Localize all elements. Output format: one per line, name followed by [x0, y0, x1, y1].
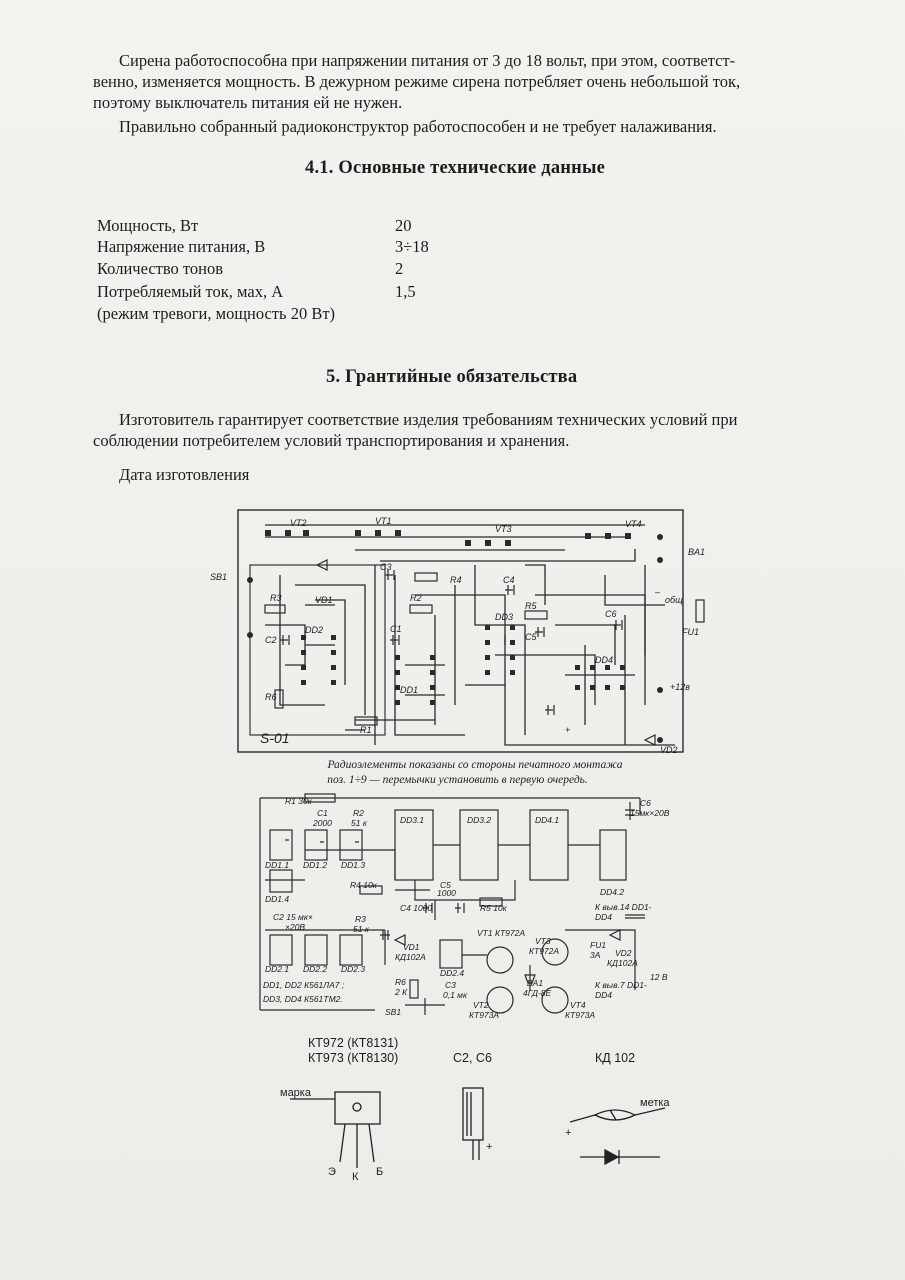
sch-label-c1v: 2000	[313, 818, 332, 828]
sch-label-v12: 12 В	[650, 972, 668, 982]
sch-label-dd13: DD1.3	[341, 860, 366, 870]
sch-label-vd1: VD1	[403, 942, 420, 952]
pin-e-label: Э	[328, 1166, 336, 1178]
sch-label-vt3: VT3	[535, 936, 551, 946]
pcb-label-r1: R1	[360, 725, 372, 735]
sch-label-kpin7b: DD4	[595, 990, 613, 1000]
pcb-label-c4: C4	[503, 575, 515, 585]
sch-label-vt3v: КТ972А	[529, 946, 560, 956]
pcb-label-plus12: +12в	[670, 682, 690, 692]
spec-label-power: Мощность, Вт	[97, 216, 199, 235]
pcb-label-obsh: общ	[665, 595, 683, 605]
pcb-label-dd1: DD1	[400, 685, 419, 695]
intro-line-4: Правильно собранный радиоконструктор работоспособен и не требует налаживания.	[119, 117, 717, 136]
sch-legend-2: DD3, DD4 К561ТМ2.	[263, 994, 343, 1004]
pcb-label-vt4: VT4	[625, 519, 642, 529]
transistor-mount-hole	[353, 1103, 361, 1111]
spec-value-voltage: 3÷18	[395, 237, 429, 256]
sch-label-r6v: 2 К	[395, 987, 408, 997]
circuit-schematic	[245, 790, 690, 1030]
diode-title: КД 102	[595, 1051, 636, 1065]
pcb-label-dd4: DD4	[595, 655, 614, 665]
capacitor-body	[463, 1088, 483, 1140]
sch-label-vt2: VT2	[473, 1000, 489, 1010]
sch-label-sb1: SB1	[385, 1007, 402, 1017]
pcb-label-c3: C3	[380, 562, 392, 572]
pcb-label-dd3: DD3	[495, 612, 514, 622]
sch-label-r3: R3	[355, 914, 366, 924]
pcb-label-sb1: SB1	[210, 572, 228, 582]
transistor-title-1: КТ972 (КТ8131)	[308, 1036, 399, 1050]
package-drawings	[270, 1080, 690, 1180]
sch-label-dd12: DD1.2	[303, 860, 328, 870]
metka-label: метка	[640, 1097, 670, 1109]
sch-label-c6v: 15мк×20В	[630, 808, 670, 818]
pcb-label-c2: C2	[265, 635, 277, 645]
sch-label-kpin14b: DD4	[595, 912, 613, 922]
marka-label: марка	[280, 1087, 311, 1099]
pcb-label-r3: R3	[270, 593, 282, 603]
pcb-label-r5: R5	[525, 601, 537, 611]
sch-label-r2v: 51 к	[351, 818, 367, 828]
sch-label-ba1v: 4ГД-8Е	[523, 988, 552, 998]
capacitor-plus-label: +	[486, 1141, 493, 1153]
sch-label-vt4: VT4	[570, 1000, 586, 1010]
sch-label-c2: C2 15 мк×	[273, 912, 313, 922]
spec-value-power: 20	[395, 216, 412, 235]
pcb-label-minus: –	[655, 587, 661, 597]
pcb-label-c5: C5	[525, 632, 537, 642]
spec-value-tones: 2	[395, 259, 404, 278]
warranty-line-2: соблюдении потребителем условий транспортирования и хранения.	[93, 431, 570, 450]
pcb-label-r4: R4	[450, 575, 462, 585]
sch-label-dd42: DD4.2	[600, 887, 625, 897]
sch-label-c3: C3	[445, 980, 456, 990]
sch-label-dd21: DD2.1	[265, 964, 290, 974]
pcb-caption-2: поз. 1÷9 — перемычки установить в первую очередь.	[327, 774, 588, 786]
capacitor-title: C2, C6	[453, 1051, 492, 1065]
sch-label-c5v: 1000	[437, 888, 456, 898]
pcb-label-vt3: VT3	[495, 524, 512, 534]
sch-label-kpin14: К выв.14 DD1-	[595, 902, 652, 912]
sch-legend-1: DD1, DD2 К561ЛА7 ;	[263, 980, 345, 990]
pcb-label-c6: C6	[605, 609, 617, 619]
pcb-label-fu1: FU1	[682, 627, 700, 637]
spec-label-current: Потребляемый ток, мах, А	[97, 282, 284, 301]
specs-heading: 4.1. Основные технические данные	[305, 158, 606, 178]
pin-b-label: Б	[376, 1166, 384, 1178]
sch-label-vt4v: КТ973А	[565, 1010, 596, 1020]
sch-label-dd24: DD2.4	[440, 968, 465, 978]
spec-label-tones: Количество тонов	[97, 259, 224, 278]
date-label: Дата изготовления	[119, 465, 250, 484]
spec-value-current: 1,5	[395, 282, 416, 301]
sch-label-fu1v: 3А	[590, 950, 601, 960]
warranty-line-1: Изготовитель гарантирует соответствие изделия требованиям технических условий при	[119, 410, 738, 429]
intro-line-1: Сирена работоспособна при напряжении питания от 3 до 18 вольт, при этом, соответст-	[119, 51, 736, 70]
pcb-board-label: S-01	[260, 730, 290, 746]
pcb-label-vd1: VD1	[315, 595, 333, 605]
sch-label-ba1: BA1	[527, 978, 544, 988]
sch-label-vd2v: КД102А	[607, 958, 638, 968]
sch-label-r1: R1 30к	[285, 796, 312, 806]
sch-label-dd31: DD3.1	[400, 815, 425, 825]
pcb-label-r6: R6	[265, 692, 277, 702]
sch-label-r6: R6	[395, 977, 406, 987]
pcb-label-vd2: VD2	[660, 745, 678, 755]
pcb-label-vt1: VT1	[375, 516, 392, 526]
pcb-label-plus: +	[565, 725, 571, 735]
intro-line-2: венно, изменяется мощность. В дежурном режиме сирена потребляет очень небольшой ток,	[93, 72, 741, 91]
sch-label-vt2v: КТ973А	[469, 1010, 500, 1020]
diode-plus-label: +	[565, 1127, 572, 1139]
transistor-package	[335, 1092, 380, 1124]
warranty-heading: 5. Грантийные обязательства	[326, 367, 578, 387]
sch-label-c3v: 0,1 мк	[443, 990, 468, 1000]
sch-label-dd11: DD1.1	[265, 860, 290, 870]
pcb-label-dd2: DD2	[305, 625, 324, 635]
pcb-layout-diagram	[205, 505, 710, 760]
pin-k-label: К	[352, 1171, 359, 1180]
sch-label-dd23: DD2.3	[341, 964, 366, 974]
sch-label-r3v: 51 к	[353, 924, 369, 934]
sch-label-c5: C5	[440, 880, 451, 890]
intro-line-3: поэтому выключатель питания ей не нужен.	[93, 93, 403, 112]
sch-label-vt1: VT1 КТ972А	[477, 928, 526, 938]
sch-label-kpin7: К выв.7 DD1-	[595, 980, 647, 990]
pcb-label-r2: R2	[410, 593, 422, 603]
sch-label-c2b: ×20В	[285, 922, 306, 932]
sch-label-dd41: DD4.1	[535, 815, 560, 825]
pcb-label-vt2: VT2	[290, 518, 307, 528]
sch-label-fu1: FU1	[590, 940, 607, 950]
sch-label-dd22: DD2.2	[303, 964, 328, 974]
sch-label-r5: R5 10к	[480, 903, 507, 913]
pcb-caption-1: Радиоэлементы показаны со стороны печатного монтажа	[327, 759, 623, 771]
sch-label-c6: C6	[640, 798, 651, 808]
transistor-title-2: КТ973 (КТ8130)	[308, 1051, 399, 1065]
sch-label-dd14: DD1.4	[265, 894, 290, 904]
sch-label-vd2: VD2	[615, 948, 632, 958]
sch-label-vd1v: КД102А	[395, 952, 426, 962]
sch-label-c1: C1	[317, 808, 328, 818]
spec-label-note: (режим тревоги, мощность 20 Вт)	[97, 304, 336, 323]
pcb-label-ba1: BA1	[688, 547, 706, 557]
pcb-label-c1: C1	[390, 624, 402, 634]
sch-label-dd32: DD3.2	[467, 815, 492, 825]
sch-label-r4: R4 10к	[350, 880, 377, 890]
spec-label-voltage: Напряжение питания, В	[97, 237, 266, 256]
sch-label-r2: R2	[353, 808, 364, 818]
sch-label-c4: C4 1000	[400, 903, 433, 913]
